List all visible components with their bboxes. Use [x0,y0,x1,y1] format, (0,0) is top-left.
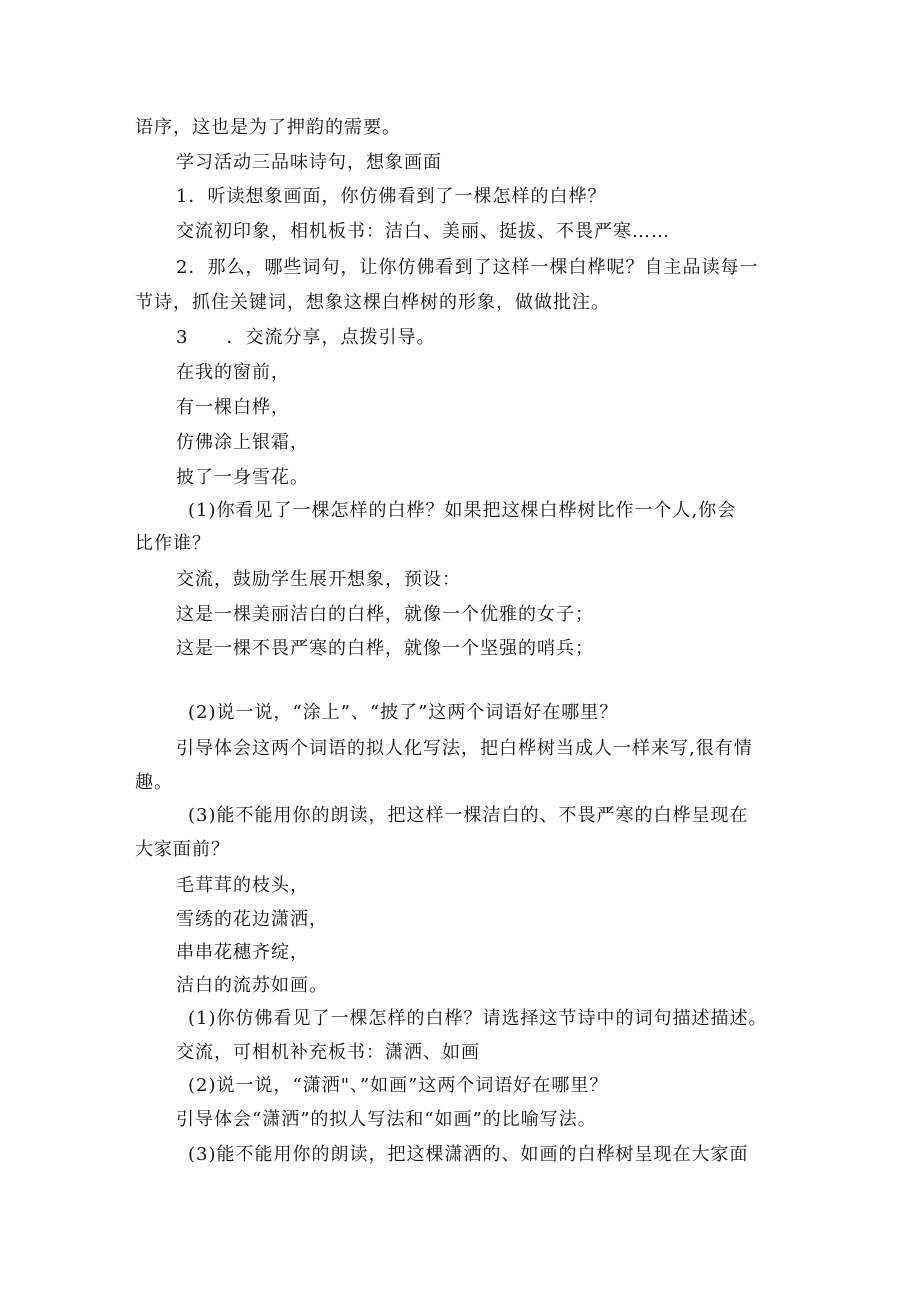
question-line: (2)说一说，“潇洒"、”如画”这两个词语好在哪里？ [188,1075,609,1096]
poem-line: 披了一身雪花。 [176,467,309,488]
question-line: (3)能不能用你的朗读，把这样一棵洁白的、不畏严寒的白桦呈现在 [188,805,749,826]
poem-line: 毛茸茸的枝头， [176,875,309,896]
text-line: 交流初印象，相机板书：洁白、美丽、挺拔、不畏严寒…… [176,221,670,242]
poem-line: 仿佛涂上银霜， [176,432,309,453]
question-line: (3)能不能用你的朗读，把这棵潇洒的、如画的白桦树呈现在大家面 [188,1144,749,1165]
poem-line: 雪绣的花边潇洒， [176,909,328,930]
text-line: 趣。 [135,772,173,793]
poem-line: 串串花穗齐绽， [176,942,309,963]
text-line: 交流，鼓励学生展开想象，预设： [176,569,461,590]
text-line: 语序，这也是为了押韵的需要。 [135,117,401,138]
text-line: 比作谁？ [135,533,211,554]
section-heading: 学习活动三品味诗句，想象画面 [176,152,442,173]
text-line: 节诗，抓住关键词，想象这棵白桦树的形象，做做批注。 [135,292,610,313]
question-line: (2)说一说，“涂上”、“披了”这两个词语好在哪里？ [188,702,619,723]
text-line: 引导体会“潇洒”的拟人写法和“如画”的比喻写法。 [176,1109,597,1130]
question-line: (1)你看见了一棵怎样的白桦？如果把这棵白桦树比作一个人,你会 [188,500,737,521]
text-line: 这是一棵美丽洁白的白桦，就像一个优雅的女子； [176,604,594,625]
question-line: (1)你仿佛看见了一棵怎样的白桦？请选择这节诗中的词句描述描述。 [188,1008,768,1029]
text-line: 交流，可相机补充板书：潇洒、如画 [176,1042,480,1063]
poem-line: 在我的窗前， [176,362,290,383]
text-line: 3 ．交流分享，点拨引导。 [176,327,436,348]
text-line: 这是一棵不畏严寒的白桦，就像一个坚强的哨兵； [176,638,594,659]
poem-line: 有一棵白桦， [176,397,290,418]
text-line: 2．那么，哪些词句，让你仿佛看到了这样一棵白桦呢？自主品读每一 [176,257,759,278]
poem-line: 洁白的流苏如画。 [176,975,328,996]
text-line: 大家面前？ [135,839,230,860]
text-line: 引导体会这两个词语的拟人化写法，把白桦树当成人一样来写,很有情 [176,738,753,759]
text-line: 1．听读想象画面，你仿佛看到了一棵怎样的白桦？ [176,186,607,207]
